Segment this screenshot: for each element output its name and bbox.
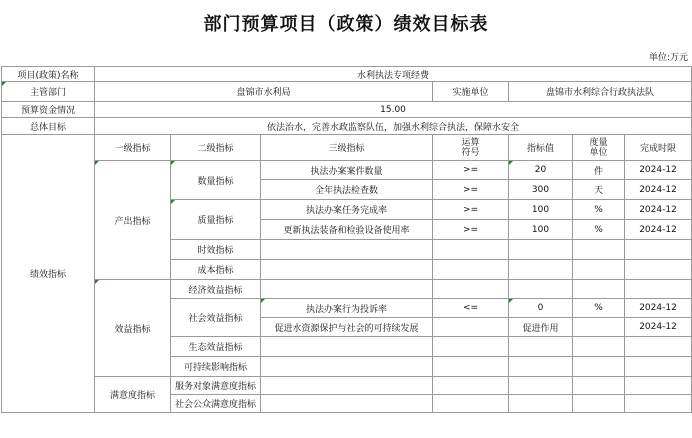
project-name-row [2, 67, 692, 82]
indicator-name: 执法办案案件数量 [261, 161, 433, 180]
output-indicator-label: 产出指标 [95, 161, 171, 280]
quality-indicator-label: 质量指标 [171, 200, 261, 240]
page-title: 部门预算项目（政策）绩效目标表 [203, 14, 489, 35]
indicator-value: 20 [509, 161, 573, 180]
goal-row [2, 118, 692, 135]
indicator-name: 全年执法检查数 [261, 180, 433, 200]
indicator-name: 更新执法装备和检验设备使用率 [261, 220, 433, 240]
table-row [2, 377, 692, 395]
header-level3: 三级指标 [261, 135, 433, 161]
indicator-name: 执法办案任务完成率 [261, 200, 433, 220]
indicator-deadline: 2024-12 [625, 200, 692, 220]
indicator-name: 促进水资源保护与社会的可持续发展 [261, 318, 433, 337]
performance-indicator-label: 绩效指标 [2, 135, 95, 413]
indicator-deadline: 2024-12 [625, 220, 692, 240]
indicator-operator: >= [433, 220, 509, 240]
indicator-value: 300 [509, 180, 573, 200]
indicator-unit [573, 318, 625, 337]
social-indicator-label: 社会效益指标 [171, 299, 261, 337]
service-satisfaction-label: 服务对象满意度指标 [171, 377, 261, 395]
public-satisfaction-label: 社会公众满意度指标 [171, 395, 261, 413]
header-value: 指标值 [509, 135, 573, 161]
table-row [2, 161, 692, 180]
unit-label: 单位:万元 [648, 53, 688, 63]
indicator-operator: >= [433, 161, 509, 180]
department-value: 盘锦市水利局 [95, 82, 433, 102]
project-name-label: 项目(政策)名称 [2, 67, 95, 82]
department-label: 主管部门 [2, 82, 95, 102]
indicator-unit: % [573, 220, 625, 240]
indicator-value: 100 [509, 200, 573, 220]
indicator-unit: 件 [573, 161, 625, 180]
indicator-name: 执法办案行为投诉率 [261, 299, 433, 318]
budget-row [2, 102, 692, 118]
goal-value: 依法治水，完善水政监察队伍，加强水利综合执法，保障水安全 [95, 118, 692, 135]
benefit-indicator-label: 效益指标 [95, 280, 171, 377]
indicator-operator: <= [433, 299, 509, 318]
indicator-unit: 天 [573, 180, 625, 200]
indicator-unit: % [573, 200, 625, 220]
implementing-unit-label: 实施单位 [433, 82, 509, 102]
table-row [2, 280, 692, 299]
satisfaction-indicator-label: 满意度指标 [95, 377, 171, 413]
header-unit: 度量 单位 [573, 135, 625, 161]
budget-value: 15.00 [95, 102, 692, 118]
indicator-unit: % [573, 299, 625, 318]
cost-indicator-label: 成本指标 [171, 260, 261, 280]
header-level1: 一级指标 [95, 135, 171, 161]
goal-label: 总体目标 [2, 118, 95, 135]
project-name-value: 水利执法专项经费 [95, 67, 692, 82]
header-row [2, 135, 692, 161]
implementing-unit-value: 盘锦市水利综合行政执法队 [509, 82, 692, 102]
sustainable-indicator-label: 可持续影响指标 [171, 357, 261, 377]
indicator-value: 0 [509, 299, 573, 318]
indicator-deadline: 2024-12 [625, 161, 692, 180]
indicator-value: 100 [509, 220, 573, 240]
performance-table [1, 66, 692, 413]
economic-indicator-label: 经济效益指标 [171, 280, 261, 299]
indicator-deadline: 2024-12 [625, 318, 692, 337]
indicator-deadline: 2024-12 [625, 299, 692, 318]
indicator-operator [433, 318, 509, 337]
header-deadline: 完成时限 [625, 135, 692, 161]
header-level2: 二级指标 [171, 135, 261, 161]
department-row [2, 82, 692, 102]
indicator-operator: >= [433, 180, 509, 200]
header-operator: 运算 符号 [433, 135, 509, 161]
indicator-value: 促进作用 [509, 318, 573, 337]
ecological-indicator-label: 生态效益指标 [171, 337, 261, 357]
indicator-deadline: 2024-12 [625, 180, 692, 200]
timeliness-indicator-label: 时效指标 [171, 240, 261, 260]
budget-label: 预算资金情况 [2, 102, 95, 118]
indicator-operator: >= [433, 200, 509, 220]
quantity-indicator-label: 数量指标 [171, 161, 261, 200]
